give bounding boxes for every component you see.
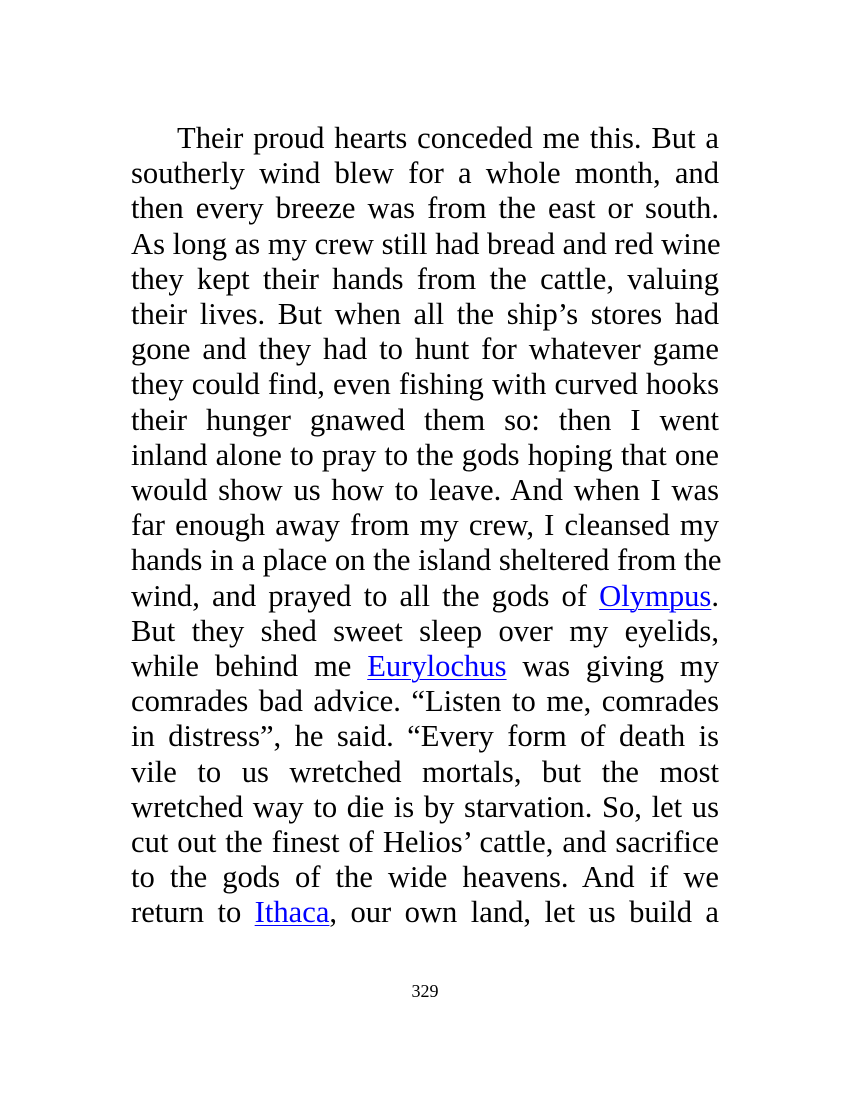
text-fragment: while behind me bbox=[131, 649, 368, 684]
text-line: Their proud hearts conceded me this. But a bbox=[177, 121, 719, 155]
text-line: their hunger gnawed them so: then I went bbox=[131, 402, 719, 437]
text-fragment: . bbox=[711, 578, 719, 613]
text-line: comrades bad advice. “Listen to me, comrades bbox=[131, 684, 719, 719]
text-line: they could find, even fishing with curved hooks bbox=[131, 367, 719, 402]
text-line: gone and they had to hunt for whatever game bbox=[131, 332, 719, 367]
text-line: in distress”, he said. “Every form of death is bbox=[131, 719, 719, 754]
text-line: would show us how to leave. And when I was bbox=[131, 473, 719, 508]
body-text bbox=[131, 121, 722, 931]
text-line: their lives. But when all the ship’s stores had bbox=[131, 297, 719, 332]
page-number: 329 bbox=[411, 981, 439, 1001]
text-fragment: wind, and prayed to all the gods of bbox=[131, 578, 600, 613]
text-line: then every breeze was from the east or south. bbox=[131, 191, 719, 226]
text-line-with-link bbox=[131, 895, 719, 930]
text-line: inland alone to pray to the gods hoping that one bbox=[131, 437, 719, 472]
text-line: hands in a place on the island sheltered from the bbox=[131, 543, 722, 578]
text-line: they kept their hands from the cattle, valuing bbox=[131, 261, 719, 296]
text-line: vile to us wretched mortals, but the most bbox=[131, 754, 719, 789]
text-line: But they shed sweet sleep over my eyelids, bbox=[131, 613, 719, 648]
text-line-with-link bbox=[131, 579, 719, 614]
text-line: wretched way to die is by starvation. So, let us bbox=[131, 789, 719, 824]
text-line: southerly wind blew for a whole month, and bbox=[131, 156, 719, 191]
text-fragment: return to bbox=[131, 895, 255, 930]
eurylochus-link[interactable]: Eurylochus bbox=[367, 649, 507, 684]
text-fragment: , our own land, let us build a bbox=[329, 895, 719, 930]
text-line: far enough away from my crew, I cleansed my bbox=[131, 508, 719, 543]
text-line: As long as my crew still had bread and red wine bbox=[131, 226, 721, 261]
text-line: to the gods of the wide heavens. And if we bbox=[131, 860, 719, 895]
text-line: cut out the finest of Helios’ cattle, and sacrifice bbox=[131, 825, 719, 860]
olympus-link[interactable]: Olympus bbox=[599, 578, 712, 613]
text-line-with-link bbox=[131, 649, 719, 684]
ithaca-link[interactable]: Ithaca bbox=[254, 895, 330, 930]
text-fragment: was giving my bbox=[506, 649, 720, 684]
